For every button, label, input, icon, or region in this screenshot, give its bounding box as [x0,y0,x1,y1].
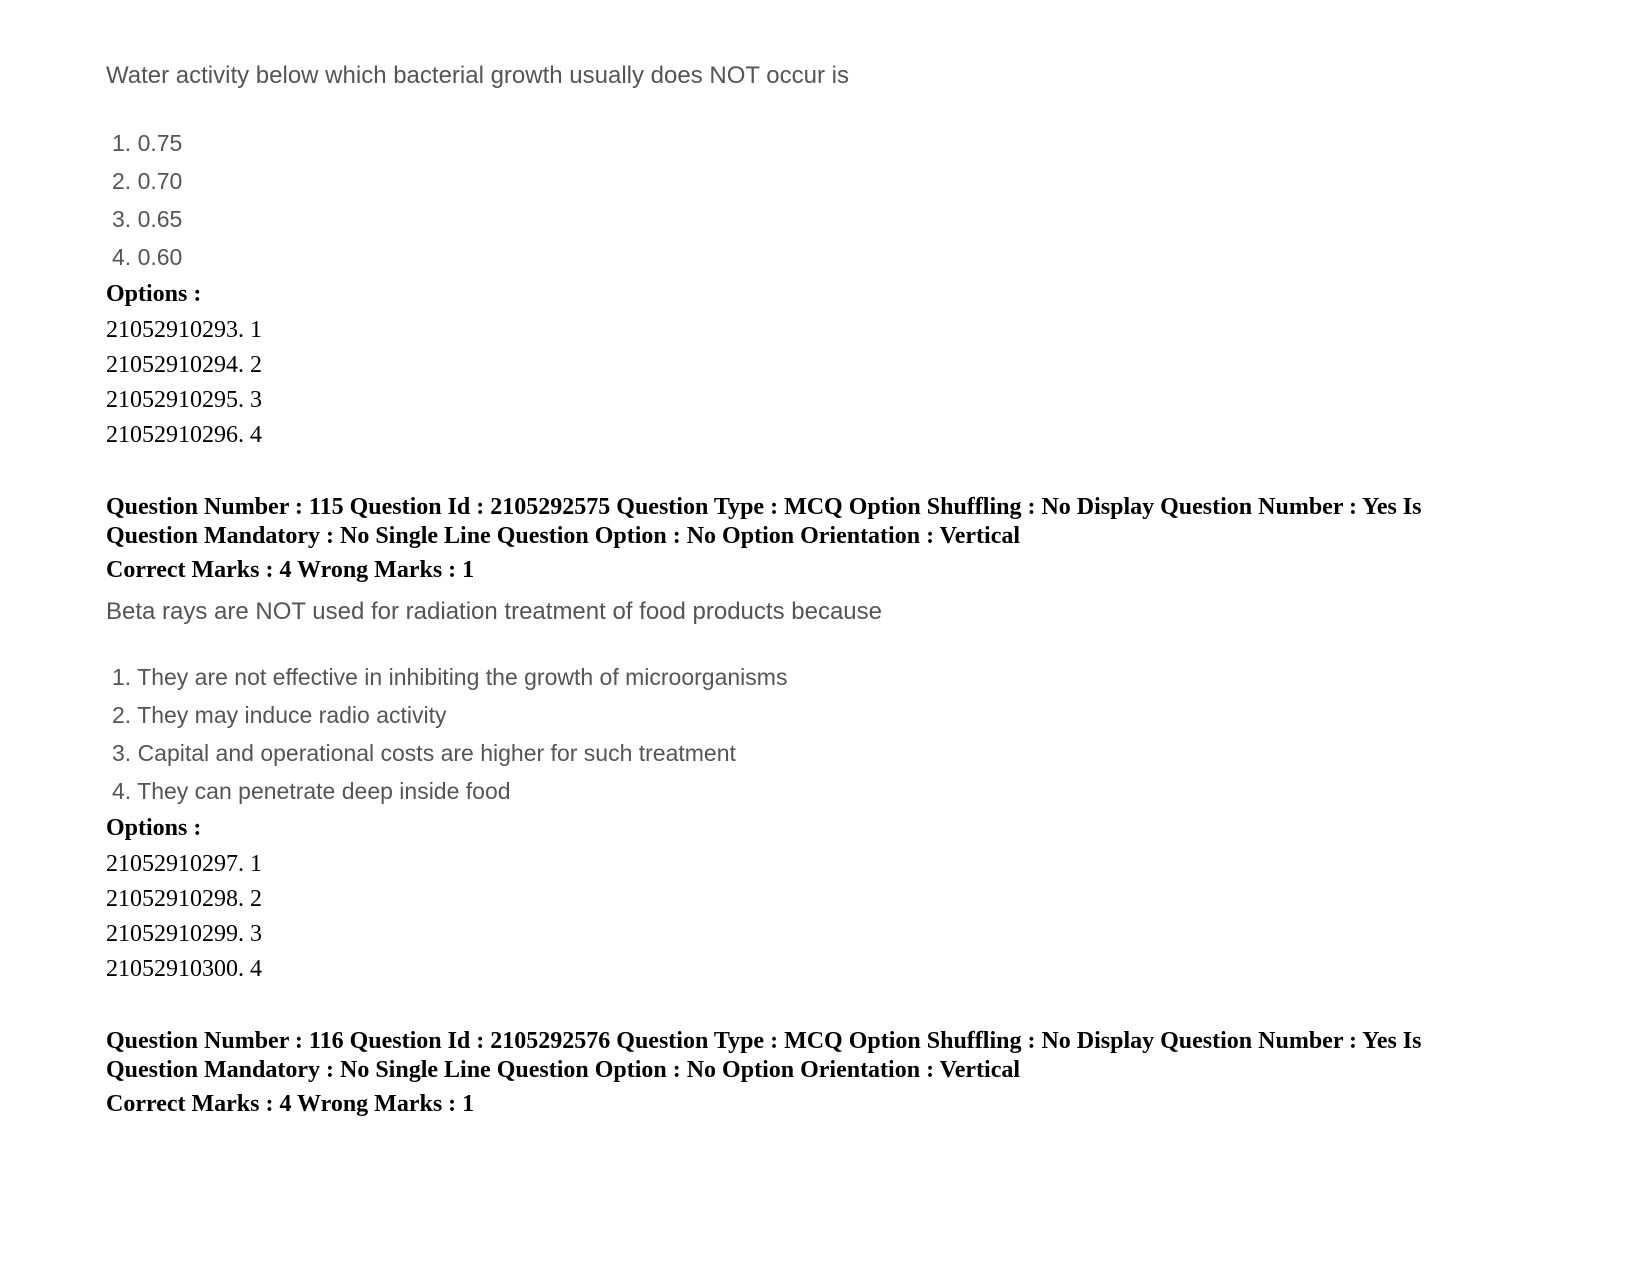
option-id: 21052910299. 3 [106,921,262,947]
question-meta-line: Question Mandatory : No Single Line Question Option : No Option Orientation : Vertical [106,1057,1021,1083]
question-stem: Water activity below which bacterial growth usually does NOT occur is [106,62,849,89]
question-stem: Beta rays are NOT used for radiation treatment of food products because [106,598,882,625]
answer-choice: 1. 0.75 [112,130,183,156]
marks-line: Correct Marks : 4 Wrong Marks : 1 [106,1091,475,1117]
marks-line: Correct Marks : 4 Wrong Marks : 1 [106,557,475,583]
answer-choices [106,124,182,276]
answer-choice: 4. 0.60 [112,244,183,270]
option-id: 21052910293. 1 [106,317,262,343]
answer-choice: 2. They may induce radio activity [112,702,447,728]
option-id: 21052910298. 2 [106,886,262,912]
options-label: Options : [106,815,202,841]
question-meta-line: Question Mandatory : No Single Line Question Option : No Option Orientation : Vertical [106,523,1021,549]
answer-choices [106,658,787,810]
option-id: 21052910296. 4 [106,422,262,448]
answer-choice: 2. 0.70 [112,168,183,194]
answer-choice: 1. They are not effective in inhibiting the growth of microorganisms [112,664,788,690]
question-meta-line: Question Number : 115 Question Id : 2105292575 Question Type : MCQ Option Shuffling : No Display Question Number : Yes Is [106,494,1422,520]
option-ids-list [106,847,262,987]
option-id: 21052910297. 1 [106,851,262,877]
question-meta [106,493,1566,551]
answer-choice: 4. They can penetrate deep inside food [112,778,511,804]
option-id: 21052910300. 4 [106,956,262,982]
option-id: 21052910295. 3 [106,387,262,413]
option-ids-list [106,313,262,453]
question-meta [106,1027,1566,1085]
options-label: Options : [106,281,202,307]
answer-choice: 3. 0.65 [112,206,183,232]
question-meta-line: Question Number : 116 Question Id : 2105292576 Question Type : MCQ Option Shuffling : No Display Question Number : Yes Is [106,1028,1422,1054]
answer-choice: 3. Capital and operational costs are higher for such treatment [112,740,736,766]
option-id: 21052910294. 2 [106,352,262,378]
